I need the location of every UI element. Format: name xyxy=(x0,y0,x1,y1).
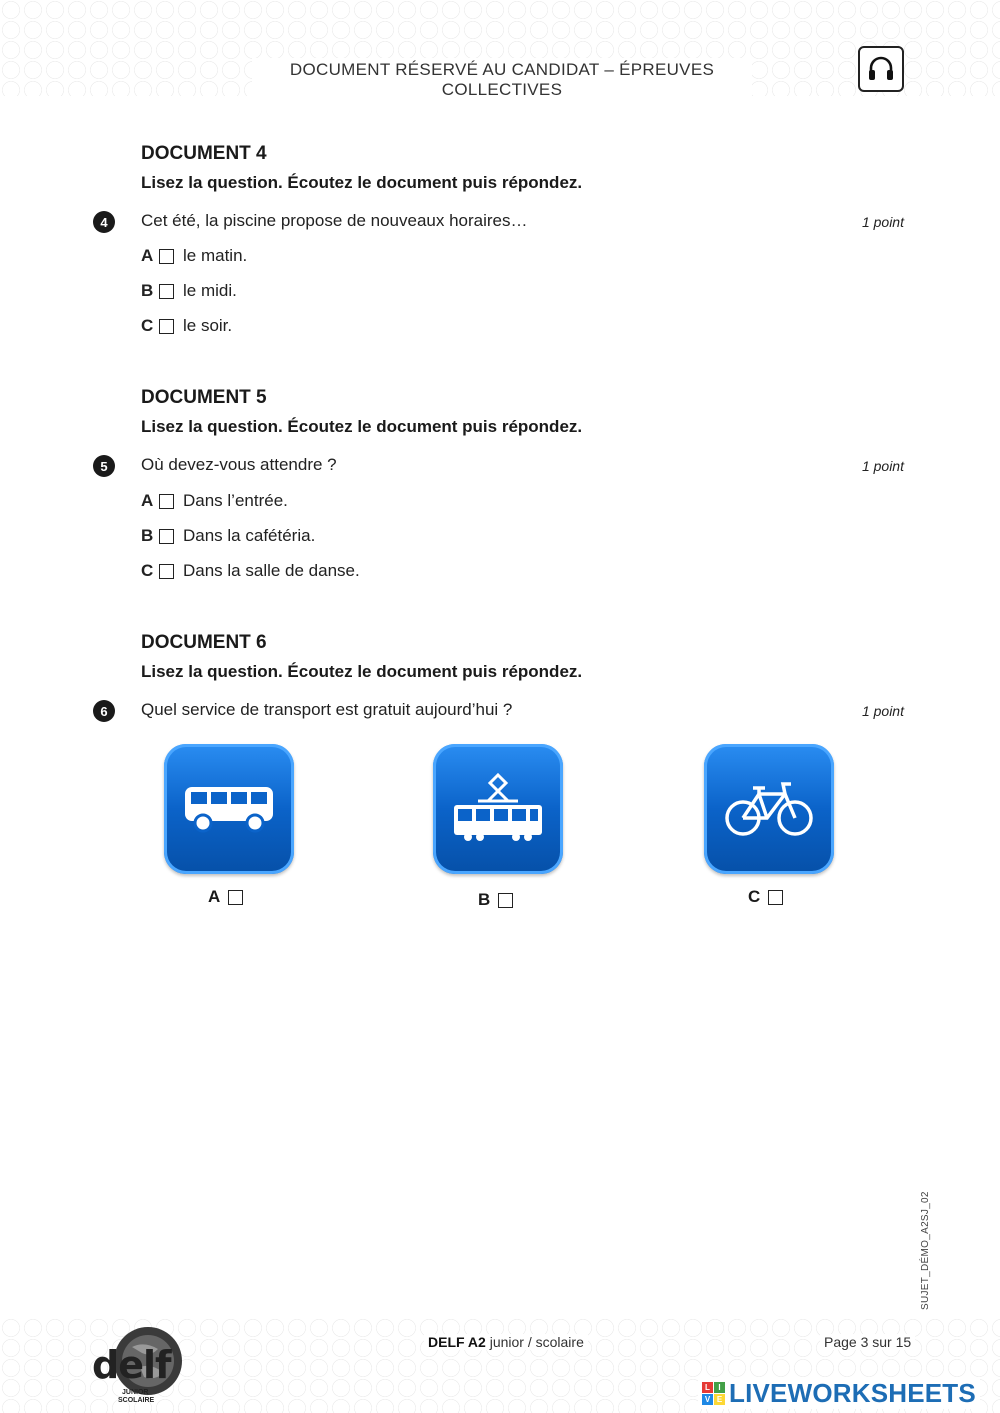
answer-checkbox[interactable] xyxy=(159,319,174,334)
option-letter: A xyxy=(208,887,221,906)
answer-checkbox[interactable] xyxy=(159,564,174,579)
question-4-option-a xyxy=(141,246,247,266)
answer-checkbox[interactable] xyxy=(159,494,174,509)
option-letter: C xyxy=(141,561,154,580)
document-6-instruction: Lisez la question. Écoutez le document puis répondez. xyxy=(141,662,583,681)
liveworksheets-text: LIVEWORKSHEETS xyxy=(729,1378,976,1408)
question-5-text: Où devez-vous attendre ? xyxy=(141,455,337,474)
page-header-title: DOCUMENT RÉSERVÉ AU CANDIDAT – ÉPREUVES COLLECTIVES xyxy=(252,58,752,102)
option-letter: B xyxy=(141,526,154,545)
option-label: Dans l’entrée. xyxy=(183,491,288,510)
answer-checkbox[interactable] xyxy=(498,893,513,908)
question-4-option-b xyxy=(141,281,237,301)
answer-checkbox[interactable] xyxy=(159,249,174,264)
option-label: le soir. xyxy=(183,316,233,335)
answer-checkbox[interactable] xyxy=(159,284,174,299)
option-label: Dans la cafétéria. xyxy=(183,526,316,545)
option-letter: C xyxy=(141,316,154,335)
document-5-title: DOCUMENT 5 xyxy=(141,387,267,408)
badge-letter: I xyxy=(714,1382,725,1393)
question-6-option-a xyxy=(208,887,243,907)
exam-type: junior / scolaire xyxy=(489,1334,584,1350)
bicycle-icon xyxy=(704,744,834,874)
option-letter: B xyxy=(141,281,154,300)
document-4-instruction: Lisez la question. Écoutez le document puis répondez. xyxy=(141,173,583,192)
document-5-instruction: Lisez la question. Écoutez le document puis répondez. xyxy=(141,417,583,436)
delf-logo-scolaire: SCOLAIRE xyxy=(118,1397,155,1404)
question-5-option-c xyxy=(141,561,360,581)
question-4-number: 4 xyxy=(93,211,115,233)
delf-logo-junior: JUNIOR xyxy=(122,1389,149,1396)
option-letter: B xyxy=(478,890,491,909)
delf-junior-logo xyxy=(88,1323,188,1407)
tram-icon xyxy=(433,744,563,874)
question-6-number: 6 xyxy=(93,700,115,722)
page-number: Page 3 sur 15 xyxy=(820,1334,915,1350)
question-5-option-a xyxy=(141,491,288,511)
liveworksheets-watermark xyxy=(698,1378,980,1409)
option-label: le matin. xyxy=(183,246,248,265)
headphones-icon xyxy=(858,46,904,92)
question-6-option-b xyxy=(478,890,513,910)
question-5-points: 1 point xyxy=(861,458,904,474)
liveworksheets-badge-icon xyxy=(702,1382,725,1405)
option-label: Dans la salle de danse. xyxy=(183,561,360,580)
document-6-title: DOCUMENT 6 xyxy=(141,632,267,653)
option-letter: A xyxy=(141,246,154,265)
document-4-title: DOCUMENT 4 xyxy=(141,143,267,164)
question-4-option-c xyxy=(141,316,232,336)
badge-letter: E xyxy=(714,1394,725,1405)
exam-name: DELF A2 xyxy=(428,1334,486,1350)
option-letter: A xyxy=(141,491,154,510)
delf-logo-text: delf xyxy=(92,1343,171,1387)
answer-checkbox[interactable] xyxy=(159,529,174,544)
question-4-points: 1 point xyxy=(861,214,904,230)
question-4-text: Cet été, la piscine propose de nouveaux horaires… xyxy=(141,211,528,230)
footer-exam-level xyxy=(424,1334,588,1350)
bus-icon xyxy=(164,744,294,874)
question-6-text: Quel service de transport est gratuit aujourd’hui ? xyxy=(141,700,513,719)
question-5-number: 5 xyxy=(93,455,115,477)
answer-checkbox[interactable] xyxy=(228,890,243,905)
question-6-option-c xyxy=(748,887,783,907)
option-letter: C xyxy=(748,887,761,906)
answer-checkbox[interactable] xyxy=(768,890,783,905)
badge-letter: L xyxy=(702,1382,713,1393)
question-5-option-b xyxy=(141,526,315,546)
badge-letter: V xyxy=(702,1394,713,1405)
option-label: le midi. xyxy=(183,281,237,300)
question-6-points: 1 point xyxy=(861,703,904,719)
document-code: SUJET_DÉMO_A2SJ_02 xyxy=(920,1191,931,1310)
